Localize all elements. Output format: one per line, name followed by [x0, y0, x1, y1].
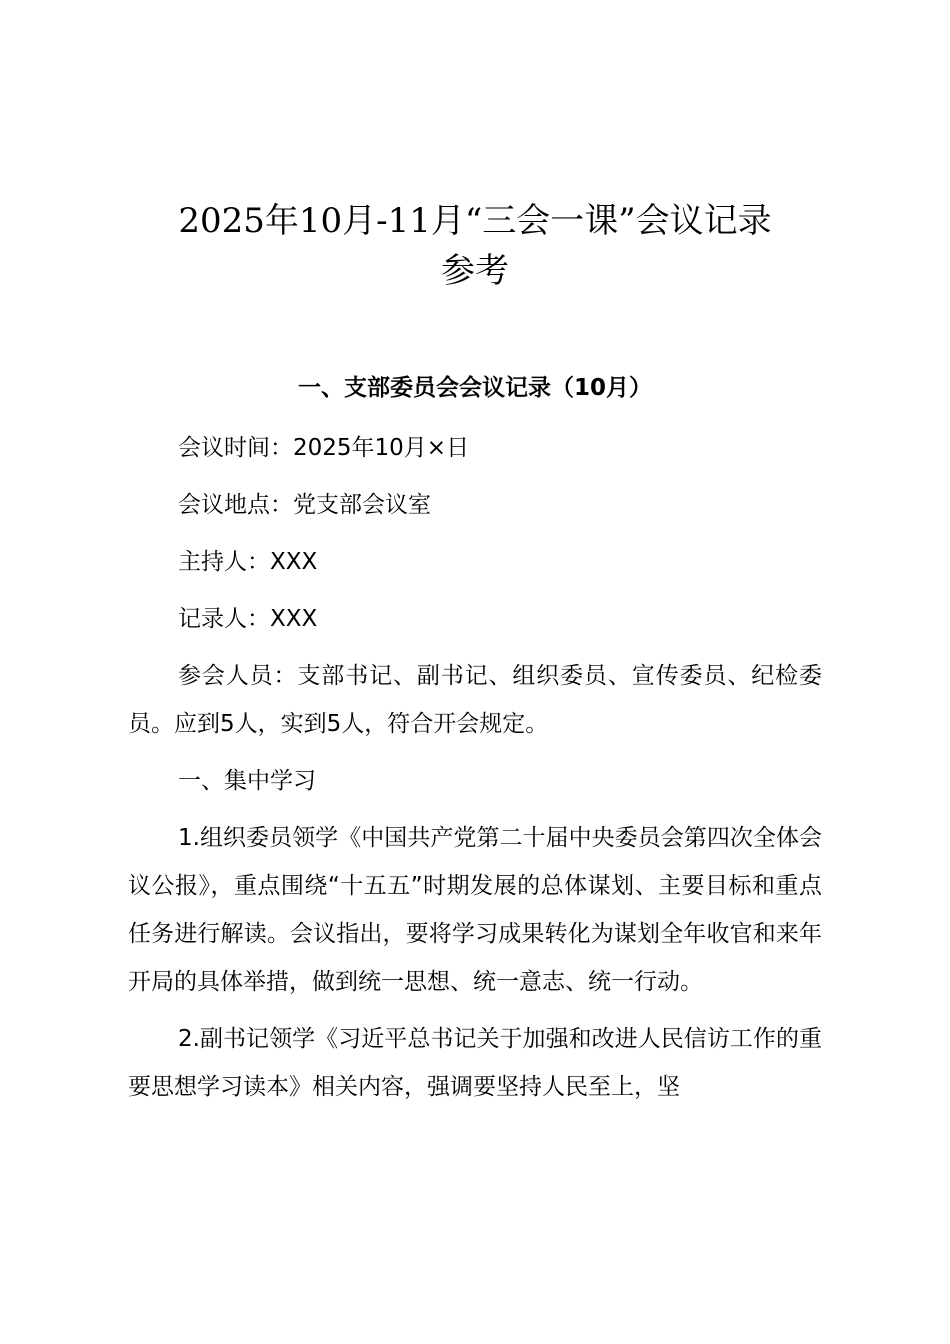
meeting-recorder: 记录人：XXX: [178, 606, 318, 632]
meeting-host: 主持人：XXX: [178, 549, 318, 575]
document-title: [128, 196, 822, 296]
section-heading: 一、支部委员会会议记录（10月）: [297, 375, 652, 401]
study-heading: 一、集中学习: [178, 768, 316, 794]
meeting-attendees: 参会人员：支部书记、副书记、组织委员、宣传委员、纪检委员。应到5人，实到5人，符合开会规定。: [128, 663, 822, 737]
title-line-2: 参考: [441, 251, 509, 291]
study-item-2: 2.副书记领学《习近平总书记关于加强和改进人民信访工作的重要思想学习读本》相关内容，强调要坚持人民至上，坚: [128, 1026, 822, 1100]
meeting-time: 会议时间：2025年10月×日: [178, 435, 470, 461]
meeting-place: 会议地点：党支部会议室: [178, 492, 431, 518]
title-line-1: 2025年10月-11月“三会一课”会议记录: [178, 201, 772, 241]
document-body: [128, 424, 822, 1120]
study-item-1: 1.组织委员领学《中国共产党第二十届中央委员会第四次全体会议公报》，重点围绕“十五五”时期发展的总体谋划、主要目标和重点任务进行解读。会议指出，要将学习成果转化为谋划全年收官和来年开局的具体举措，做到统一思想、统一意志、统一行动。: [128, 825, 822, 995]
